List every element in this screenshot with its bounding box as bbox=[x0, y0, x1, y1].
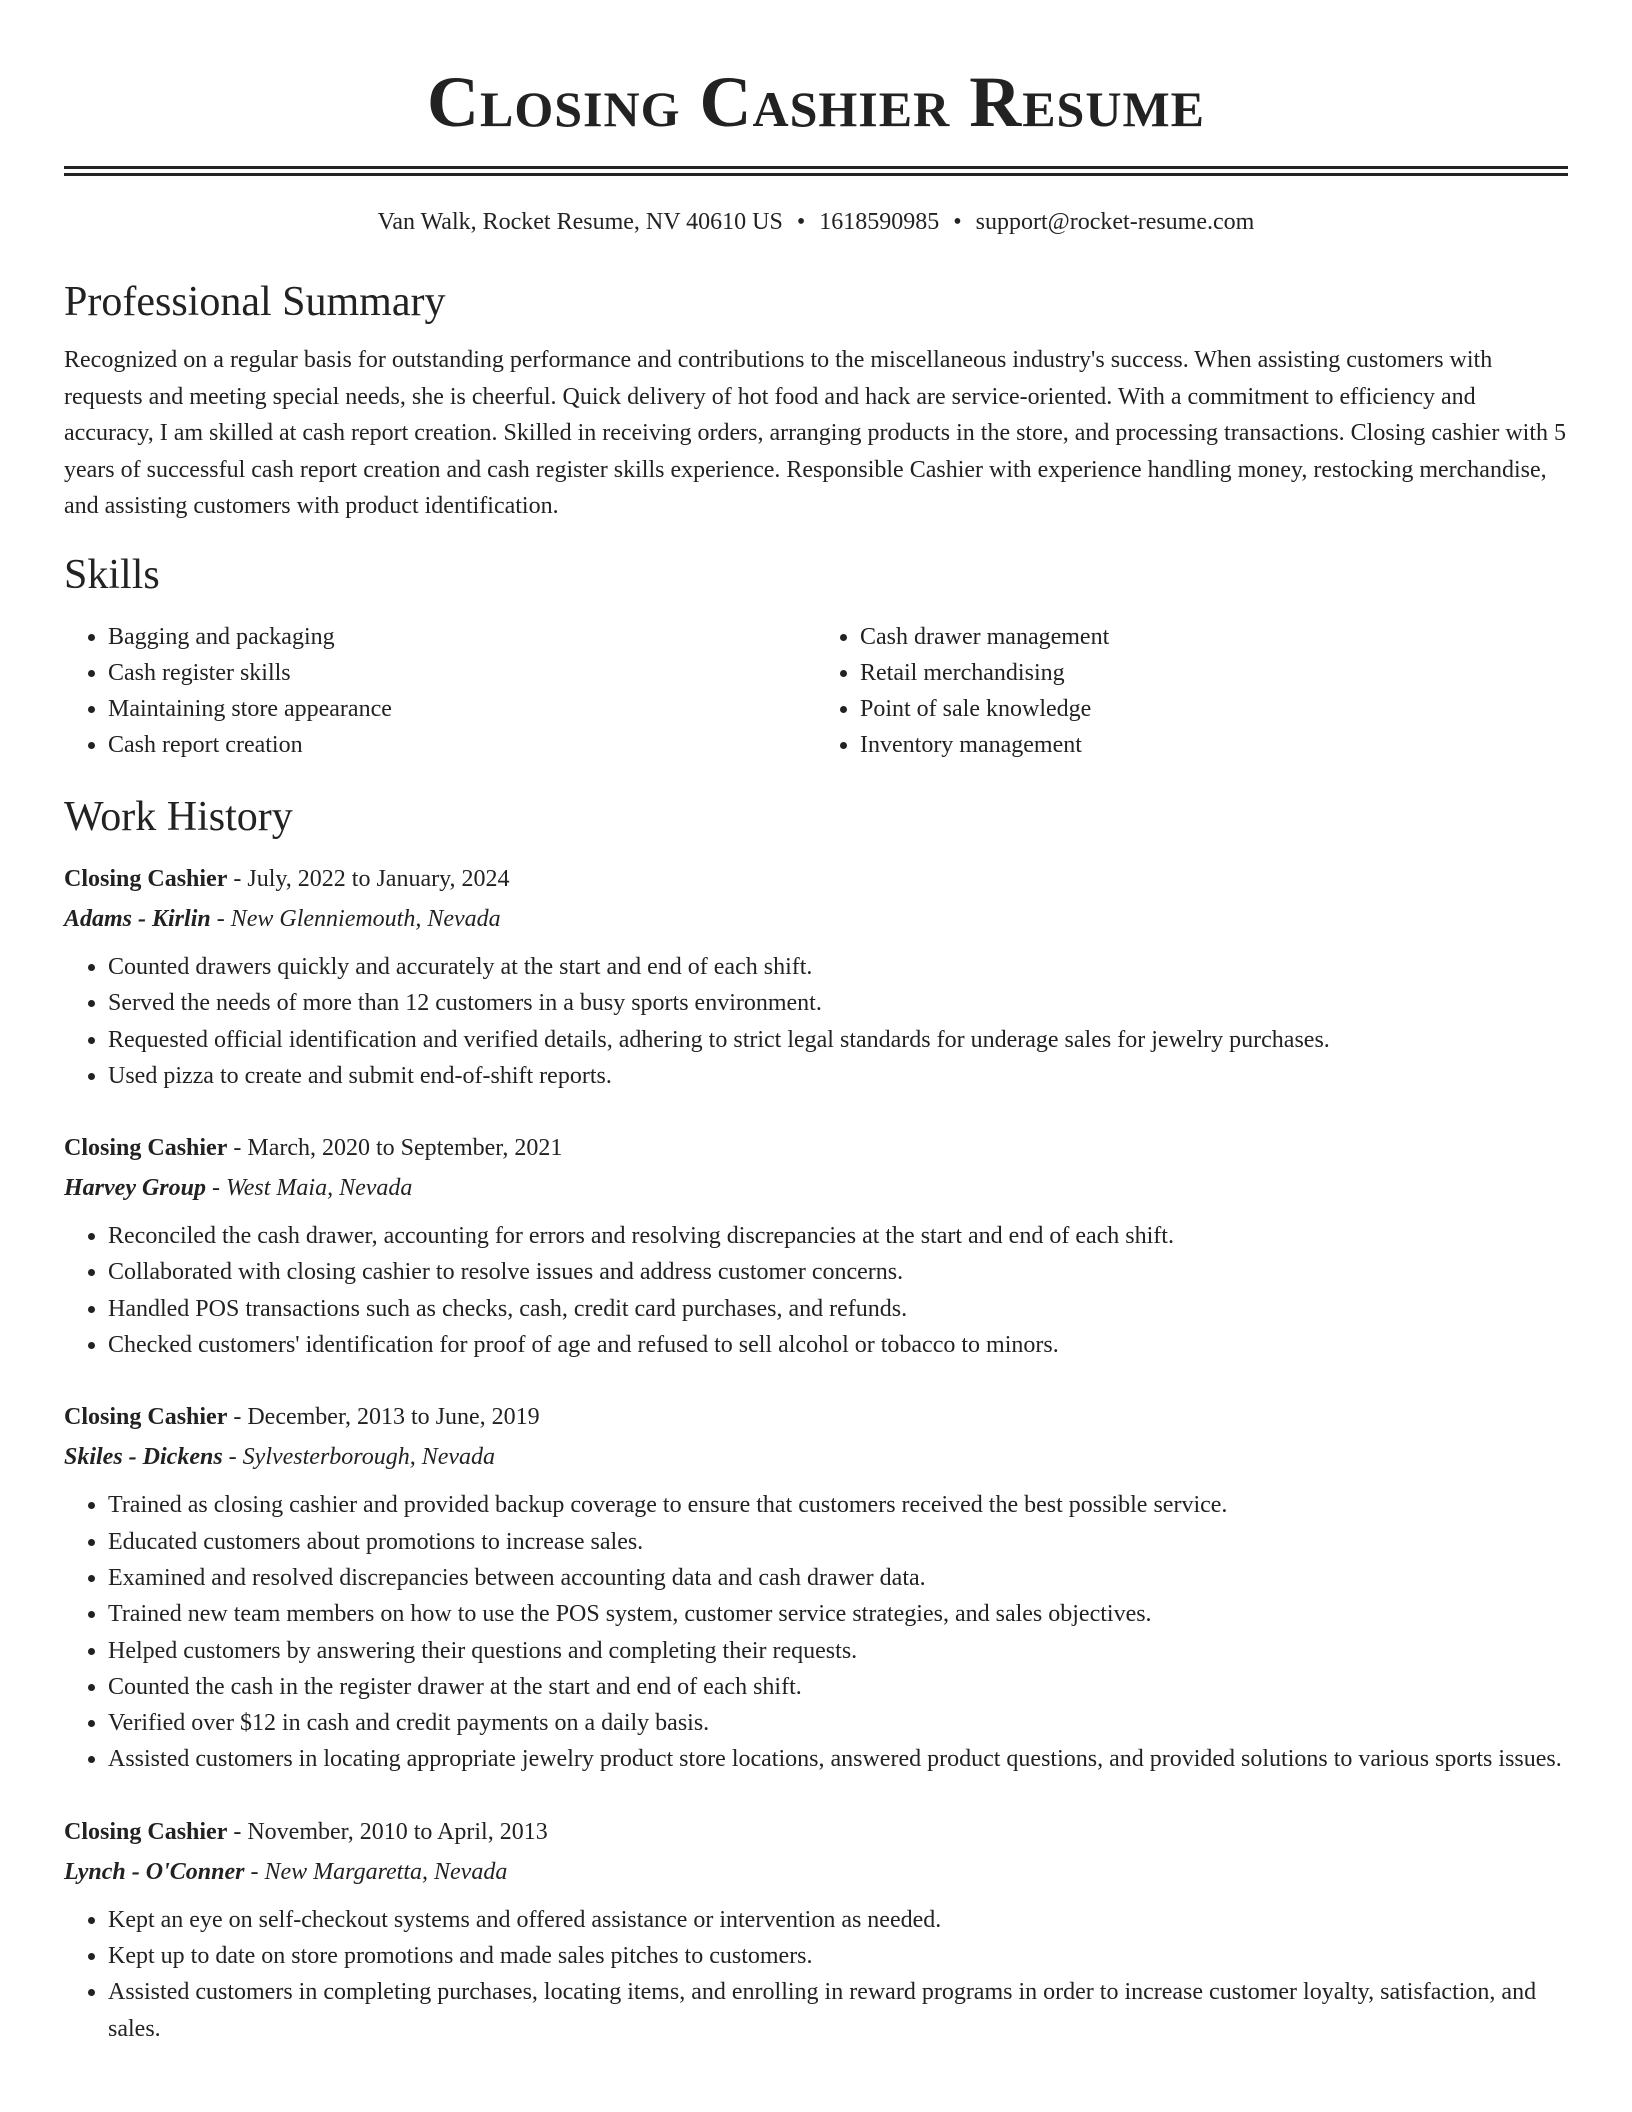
job-role: Closing Cashier bbox=[64, 1135, 228, 1162]
job-duties bbox=[64, 1487, 1568, 1777]
skill-item: • Cash report creation bbox=[108, 727, 816, 763]
job-location: - Sylvesterborough, Nevada bbox=[222, 1444, 496, 1471]
duty-item: • Kept an eye on self-checkout systems and offered assistance or intervention as needed. bbox=[108, 1902, 1568, 1938]
skill-item: • Cash drawer management bbox=[860, 619, 1568, 655]
skill-item: • Retail merchandising bbox=[860, 655, 1568, 691]
duty-item: • Helped customers by answering their questions and completing their requests. bbox=[108, 1633, 1568, 1669]
duty-item: • Collaborated with closing cashier to resolve issues and address customer concerns. bbox=[108, 1254, 1568, 1290]
job-duties bbox=[64, 1218, 1568, 1363]
contact-separator: • bbox=[796, 209, 806, 235]
skills-heading: Skills bbox=[64, 551, 160, 598]
job-entry bbox=[64, 1397, 1568, 1777]
job-entry bbox=[64, 859, 1568, 1094]
duty-item: • Requested official identification and verified details, adhering to strict legal standards for underage sales for jewelry purchases. bbox=[108, 1022, 1568, 1058]
contact-address: Van Walk, Rocket Resume, NV 40610 US bbox=[377, 209, 783, 235]
skills-column-right bbox=[816, 619, 1568, 763]
resume-title: Closing Cashier Resume bbox=[426, 62, 1206, 142]
duty-item: • Reconciled the cash drawer, accounting for errors and resolving discrepancies at the start and end of each shift. bbox=[108, 1218, 1568, 1254]
duty-item: • Handled POS transactions such as checks, cash, credit card purchases, and refunds. bbox=[108, 1291, 1568, 1327]
job-company-line bbox=[64, 899, 1568, 939]
duty-item: • Examined and resolved discrepancies between accounting data and cash drawer data. bbox=[108, 1560, 1568, 1596]
duty-item: • Verified over $12 in cash and credit payments on a daily basis. bbox=[108, 1705, 1568, 1741]
job-location: - New Glenniemouth, Nevada bbox=[210, 905, 501, 932]
skills-column-left bbox=[64, 619, 816, 763]
job-dates: - December, 2013 to June, 2019 bbox=[227, 1404, 540, 1431]
skills-list bbox=[64, 619, 1568, 763]
duty-item: • Trained as closing cashier and provided backup coverage to ensure that customers received the best possible service. bbox=[108, 1487, 1568, 1523]
job-dates: - November, 2010 to April, 2013 bbox=[227, 1818, 548, 1845]
job-title-line bbox=[64, 859, 1568, 899]
job-location: - West Maia, Nevada bbox=[205, 1175, 413, 1202]
duty-item: • Educated customers about promotions to increase sales. bbox=[108, 1524, 1568, 1560]
duty-item: • Trained new team members on how to use the POS system, customer service strategies, and sales objectives. bbox=[108, 1596, 1568, 1632]
job-duties bbox=[64, 1902, 1568, 2047]
job-company-line bbox=[64, 1852, 1568, 1892]
job-role: Closing Cashier bbox=[64, 865, 228, 892]
contact-email: support@rocket-resume.com bbox=[975, 209, 1255, 235]
contact-phone: 1618590985 bbox=[819, 209, 940, 235]
job-title-line bbox=[64, 1128, 1568, 1168]
skill-item: • Point of sale knowledge bbox=[860, 691, 1568, 727]
duty-item: • Checked customers' identification for proof of age and refused to sell alcohol or tobacco to minors. bbox=[108, 1327, 1568, 1363]
job-company: Lynch - O'Conner bbox=[64, 1858, 245, 1885]
job-title-line bbox=[64, 1812, 1568, 1852]
job-duties bbox=[64, 949, 1568, 1094]
skill-item: • Bagging and packaging bbox=[108, 619, 816, 655]
job-company: Harvey Group bbox=[64, 1175, 206, 1202]
job-dates: - March, 2020 to September, 2021 bbox=[227, 1135, 563, 1162]
skill-item: • Cash register skills bbox=[108, 655, 816, 691]
job-company: Skiles - Dickens bbox=[64, 1444, 223, 1471]
job-location: - New Margaretta, Nevada bbox=[244, 1858, 508, 1885]
skill-item: • Maintaining store appearance bbox=[108, 691, 816, 727]
duty-item: • Used pizza to create and submit end-of-shift reports. bbox=[108, 1058, 1568, 1094]
duty-item: • Counted drawers quickly and accurately at the start and end of each shift. bbox=[108, 949, 1568, 985]
job-entry bbox=[64, 1128, 1568, 1363]
work-history-heading: Work History bbox=[64, 793, 293, 840]
job-dates: - July, 2022 to January, 2024 bbox=[227, 865, 510, 892]
contact-line bbox=[64, 206, 1568, 238]
job-entry bbox=[64, 1812, 1568, 2047]
job-role: Closing Cashier bbox=[64, 1818, 228, 1845]
summary-text: Recognized on a regular basis for outstanding performance and contributions to the miscellaneous industry's success. When assisting customers with requests and meeting special needs, she is cheerful. Quick delivery of hot food and hack are service-oriented. With a commitment to efficiency and accuracy, I am skilled at cash report creation. Skilled in receiving orders, arranging products in the store, and processing transactions. Closing cashier with 5 years of successful cash report creation and cash register skills experience. Responsible Cashier with experience handling money, restocking merchandise, and assisting customers with product identification. bbox=[64, 347, 1566, 520]
summary-heading: Professional Summary bbox=[64, 279, 446, 325]
duty-item: • Assisted customers in completing purchases, locating items, and enrolling in reward programs in order to increase customer loyalty, satisfaction, and sales. bbox=[108, 1974, 1568, 2047]
skill-item: • Inventory management bbox=[860, 727, 1568, 763]
duty-item: • Counted the cash in the register drawer at the start and end of each shift. bbox=[108, 1669, 1568, 1705]
contact-separator: • bbox=[953, 209, 962, 235]
title-divider bbox=[64, 166, 1568, 176]
duty-item: • Served the needs of more than 12 customers in a busy sports environment. bbox=[108, 985, 1568, 1021]
job-company-line bbox=[64, 1437, 1568, 1477]
job-title-line bbox=[64, 1397, 1568, 1437]
job-role: Closing Cashier bbox=[64, 1404, 228, 1431]
job-company: Adams - Kirlin bbox=[64, 905, 211, 932]
duty-item: • Assisted customers in locating appropriate jewelry product store locations, answered product questions, and provided solutions to various sports issues. bbox=[108, 1741, 1568, 1777]
job-company-line bbox=[64, 1168, 1568, 1208]
duty-item: • Kept up to date on store promotions and made sales pitches to customers. bbox=[108, 1938, 1568, 1974]
